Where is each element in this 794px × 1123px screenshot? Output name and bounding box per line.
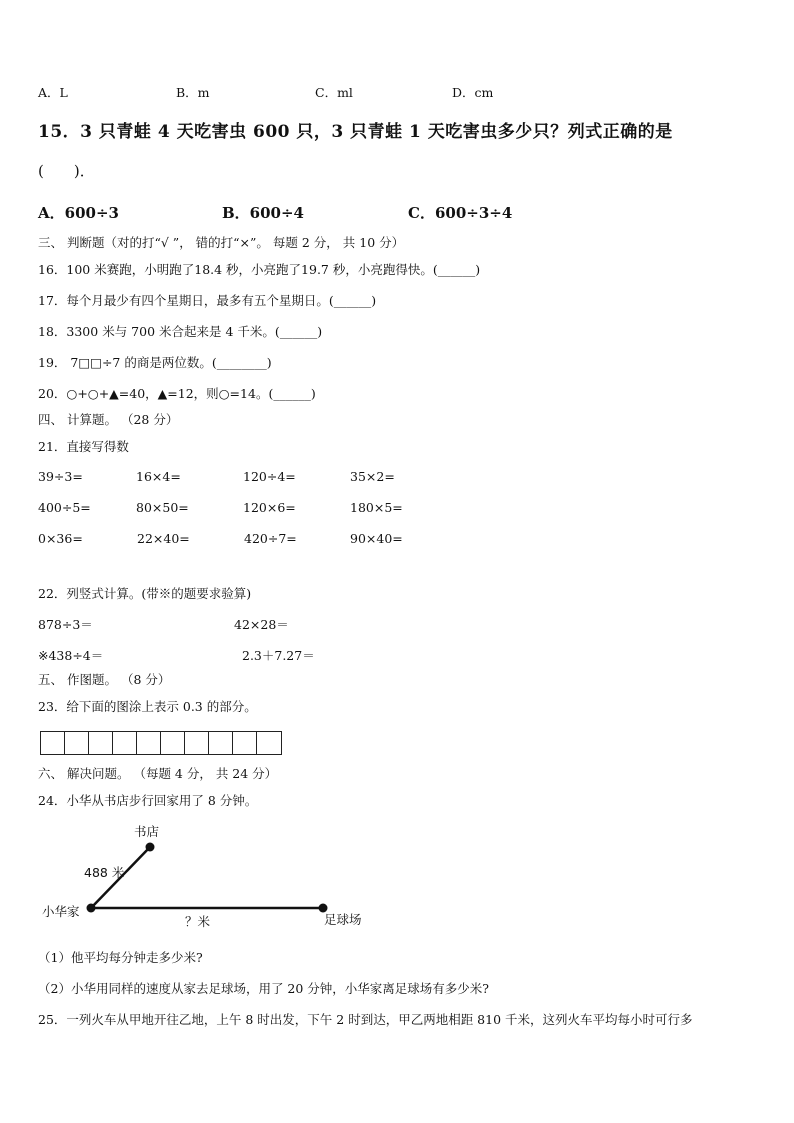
q21-item: 400÷5=: [38, 500, 91, 515]
q20-text: 20．○+○+▲=40，▲=12，则○=14。(______): [38, 386, 316, 401]
grid-cell[interactable]: [41, 732, 65, 754]
grid-cell[interactable]: [209, 732, 233, 754]
q24-sub2: （2）小华用同样的速度从家去足球场，用了 20 分钟，小华家离足球场有多少米?: [38, 981, 490, 996]
q15-option-c: C．600÷3÷4: [408, 204, 513, 222]
q25-text: 25．一列火车从甲地开往乙地，上午 8 时出发，下午 2 时到达，甲乙两地相距 810 千米，这列火车平均每小时可行多: [38, 1012, 693, 1027]
grid-cell[interactable]: [257, 732, 281, 754]
grid-cell[interactable]: [185, 732, 209, 754]
grid-cell[interactable]: [89, 732, 113, 754]
q21-text: 21．直接写得数: [38, 439, 129, 454]
section-4-heading: 四、 计算题。 （28 分）: [38, 412, 179, 427]
bookstore-label: 书店: [134, 824, 160, 839]
grid-cell[interactable]: [137, 732, 161, 754]
field-label: 足球场: [324, 912, 362, 927]
section-5-heading: 五、 作图题。 （8 分）: [38, 672, 171, 687]
distance-label-1: 488 米: [84, 865, 125, 880]
q21-item: 0×36=: [38, 531, 83, 546]
q21-item: 39÷3=: [38, 469, 83, 484]
q17-text: 17．每个月最少有四个星期日，最多有五个星期日。(______): [38, 293, 377, 308]
q16-text: 16．100 米赛跑，小明跑了18.4 秒，小亮跑了19.7 秒，小亮跑得快。(______): [38, 262, 481, 277]
q22-item: 42×28＝: [234, 617, 289, 632]
section-3-heading: 三、 判断题（对的打“√ ”， 错的打“×”。 每题 2 分， 共 10 分）: [38, 235, 405, 250]
q19-text: 19． 7□□÷7 的商是两位数。(________): [38, 355, 272, 370]
q15-option-b: B．600÷4: [222, 204, 304, 222]
q21-item: 22×40=: [137, 531, 190, 546]
route-diagram: [0, 815, 400, 935]
shading-grid: [40, 731, 282, 755]
q15-option-a: A．600÷3: [38, 204, 119, 222]
q21-item: 35×2=: [350, 469, 395, 484]
grid-cell[interactable]: [161, 732, 185, 754]
q22-item: ※438÷4＝: [38, 648, 104, 663]
q21-item: 90×40=: [350, 531, 403, 546]
section-6-heading: 六、 解决问题。 （每题 4 分， 共 24 分）: [38, 766, 278, 781]
q15-blank: ( )．: [38, 162, 95, 180]
q22-item: 878÷3＝: [38, 617, 93, 632]
home-point: [87, 904, 96, 913]
q21-item: 420÷7=: [244, 531, 297, 546]
q22-item: 2.3＋7.27＝: [242, 648, 315, 663]
q14-option-c: C．ml: [315, 85, 353, 100]
q22-text: 22．列竖式计算。(带※的题要求验算): [38, 586, 252, 601]
q21-item: 120÷4=: [243, 469, 296, 484]
q24-sub1: （1）他平均每分钟走多少米?: [38, 950, 203, 965]
q18-text: 18．3300 米与 700 米合起来是 4 千米。(______): [38, 324, 323, 339]
grid-cell[interactable]: [113, 732, 137, 754]
bookstore-point: [146, 843, 155, 852]
q14-option-a: A．L: [38, 85, 68, 100]
q21-item: 180×5=: [350, 500, 403, 515]
q21-item: 16×4=: [136, 469, 181, 484]
q15-text: 15．3 只青蛙 4 天吃害虫 600 只，3 只青蛙 1 天吃害虫多少只？列式正确的是: [38, 122, 673, 142]
home-label: 小华家: [42, 904, 80, 919]
grid-cell[interactable]: [65, 732, 89, 754]
distance-label-2: ？米: [185, 914, 211, 929]
q14-option-d: D．cm: [452, 85, 494, 100]
q21-item: 80×50=: [136, 500, 189, 515]
q21-item: 120×6=: [243, 500, 296, 515]
q24-text: 24．小华从书店步行回家用了 8 分钟。: [38, 793, 258, 808]
grid-cell[interactable]: [233, 732, 257, 754]
q23-text: 23．给下面的图涂上表示 0.3 的部分。: [38, 699, 257, 714]
q14-option-b: B．m: [176, 85, 210, 100]
